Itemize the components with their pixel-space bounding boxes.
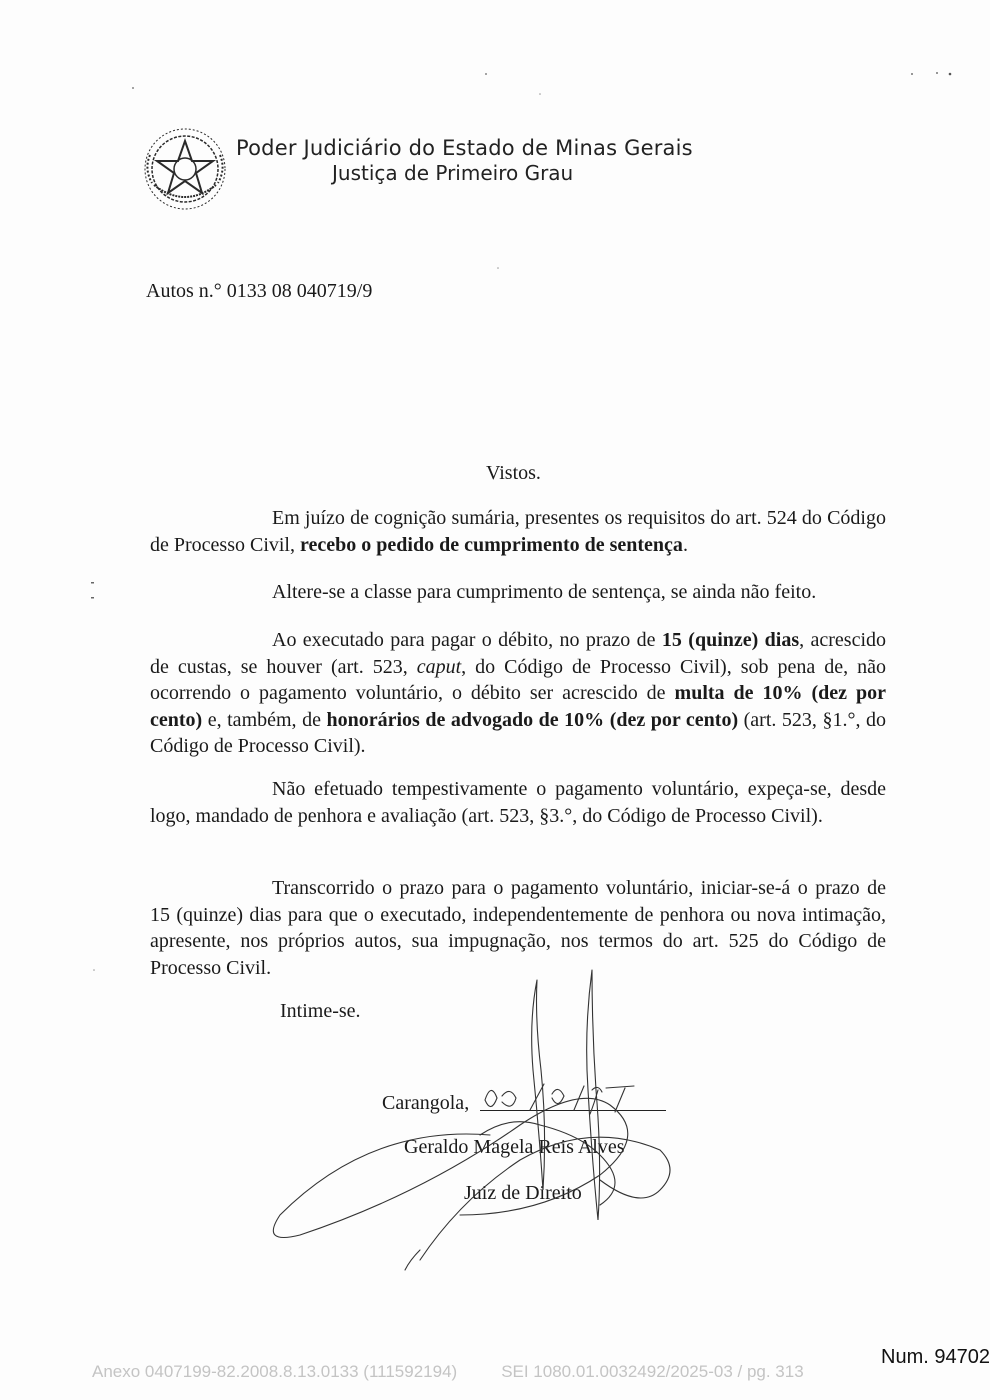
court-instance: Justiça de Primeiro Grau xyxy=(332,161,574,185)
p5-text: Transcorrido o prazo para o pagamento voluntário, iniciar-se-á o prazo de 15 (quinze) dias para que o executado, independentemente de penhora ou nova intimação, apresente, nos próprios autos, sua impugnação, nos termos do art. 525 do Código de Processo Civil. xyxy=(150,877,886,979)
p1-text: Em juízo de cognição sumária, presentes os requisitos do art. 524 do Código de Processo Civil, xyxy=(150,507,886,556)
p3-text-i: (art. 523, §1.°, do Código de Processo Civil). xyxy=(150,708,886,757)
p2-text: Altere-se a classe para cumprimento de sentença, se ainda não feito. xyxy=(272,581,817,603)
p3-text-c: , acrescido de custas, se houver (art. 523, xyxy=(150,629,886,678)
paragraph-receipt xyxy=(150,505,886,558)
signature-city: Carangola, xyxy=(382,1092,470,1114)
p1-bold: recebo o pedido de cumprimento de sentença xyxy=(300,533,683,556)
p4-text: Não efetuado tempestivamente o pagamento voluntário, expeça-se, desde logo, mandado de penhora e avaliação (art. 523, §3.°, do Código de Processo Civil). xyxy=(150,778,886,827)
p3-text-e: , do Código de Processo Civil), sob pena de, não ocorrendo o pagamento voluntário, o débito ser acrescido de xyxy=(150,655,886,704)
p3-fees: honorários de advogado de 10% (dez por cento) xyxy=(326,708,739,731)
footer-sei: SEI 1080.01.0032492/2025-03 / pg. 313 xyxy=(501,1362,804,1381)
coat-of-arms-seal-icon xyxy=(140,125,230,213)
case-number: Autos n.° 0133 08 040719/9 xyxy=(146,280,373,302)
paragraph-seizure xyxy=(150,776,886,829)
document-number-stamp: Num. 94702 xyxy=(881,1346,990,1368)
paragraph-payment-order xyxy=(150,627,886,760)
p1-end: . xyxy=(682,533,688,556)
p3-caput: caput xyxy=(416,655,462,678)
p3-deadline: 15 (quinze) dias xyxy=(661,629,800,651)
closing-intime: Intime-se. xyxy=(280,1000,361,1022)
footer-annex: Anexo 0407199-82.2008.8.13.0133 (111592194) xyxy=(92,1362,458,1381)
opening-vistos: Vistos. xyxy=(486,462,541,484)
p3-fine: multa de 10% (dez por cento) xyxy=(150,682,886,731)
p3-text-a: Ao executado para pagar o débito, no prazo de xyxy=(272,629,662,651)
paragraph-class-change xyxy=(150,579,886,606)
judge-name: Geraldo Magela Reis Alves xyxy=(404,1136,625,1158)
footer-reference xyxy=(92,1362,804,1382)
p3-text-g: e, também, de xyxy=(202,708,327,731)
judge-title: Juiz de Direito xyxy=(464,1182,582,1204)
court-name: Poder Judiciário do Estado de Minas Gerais xyxy=(236,136,693,160)
handwritten-signature xyxy=(240,960,700,1280)
